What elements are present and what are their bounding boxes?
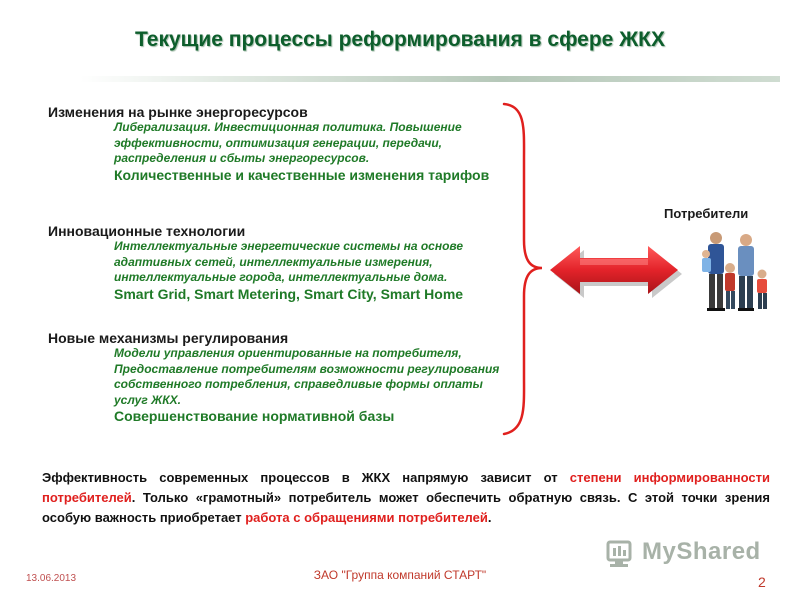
block-heading: Инновационные технологии: [48, 223, 246, 239]
summary-paragraph: [42, 468, 770, 528]
double-arrow-icon: [548, 242, 688, 302]
block-innovation: [48, 223, 518, 303]
block-emphasis: Количественные и качественные изменения тарифов: [114, 166, 490, 183]
block-emphasis: Совершенствование нормативной базы: [114, 408, 395, 424]
paragraph-highlight: работа с обращениями потребителей: [245, 510, 488, 525]
block-emphasis: Smart Grid, Smart Metering, Smart City, Smart Home: [114, 285, 464, 302]
paragraph-text: . Только «грамотный» потребитель может обеспечить обратную связь. С этой точки зрения особую важность приобретает: [42, 490, 770, 525]
block-body: Либерализация. Инвестиционная политика. Повышение эффективности, оптимизация генерации, передачи, распределения и сбыты энергоресурсов.: [114, 120, 462, 165]
block-regulation: [48, 330, 518, 425]
block-body: Модели управления ориентированные на потребителя, Предоставление потребителям возможности регулирования собственного потребления, справедливые формы оплаты услуг ЖКХ.: [114, 346, 500, 407]
block-heading: Новые механизмы регулирования: [48, 330, 289, 346]
consumers-label: Потребители: [664, 206, 749, 221]
slide-title: Текущие процессы реформирования в сфере ЖКХ: [135, 28, 665, 51]
logo-text: MyShared: [642, 538, 761, 565]
footer-company: ЗАО "Группа компаний СТАРТ": [313, 568, 487, 582]
footer-date: 13.06.2013: [26, 573, 77, 584]
paragraph-text: Эффективность современных процессов в ЖКХ напрямую зависит от: [42, 470, 570, 485]
block-heading: Изменения на рынке энергоресурсов: [48, 104, 308, 120]
title-divider: [80, 76, 780, 82]
curly-brace: [500, 100, 550, 440]
watermark-logo: [604, 536, 768, 572]
paragraph-highlight: степени информированности потребителей: [42, 470, 770, 505]
block-body: Интеллектуальные энергетические системы на основе адаптивных сетей, интеллектуальные измерения, интеллектуальные города, интеллектуальные дома.: [114, 239, 464, 284]
paragraph-text: .: [487, 510, 492, 525]
family-illustration: [694, 226, 774, 322]
logo-icon: [604, 536, 638, 570]
block-energy-market: [48, 104, 518, 184]
page-number: 2: [758, 574, 766, 590]
